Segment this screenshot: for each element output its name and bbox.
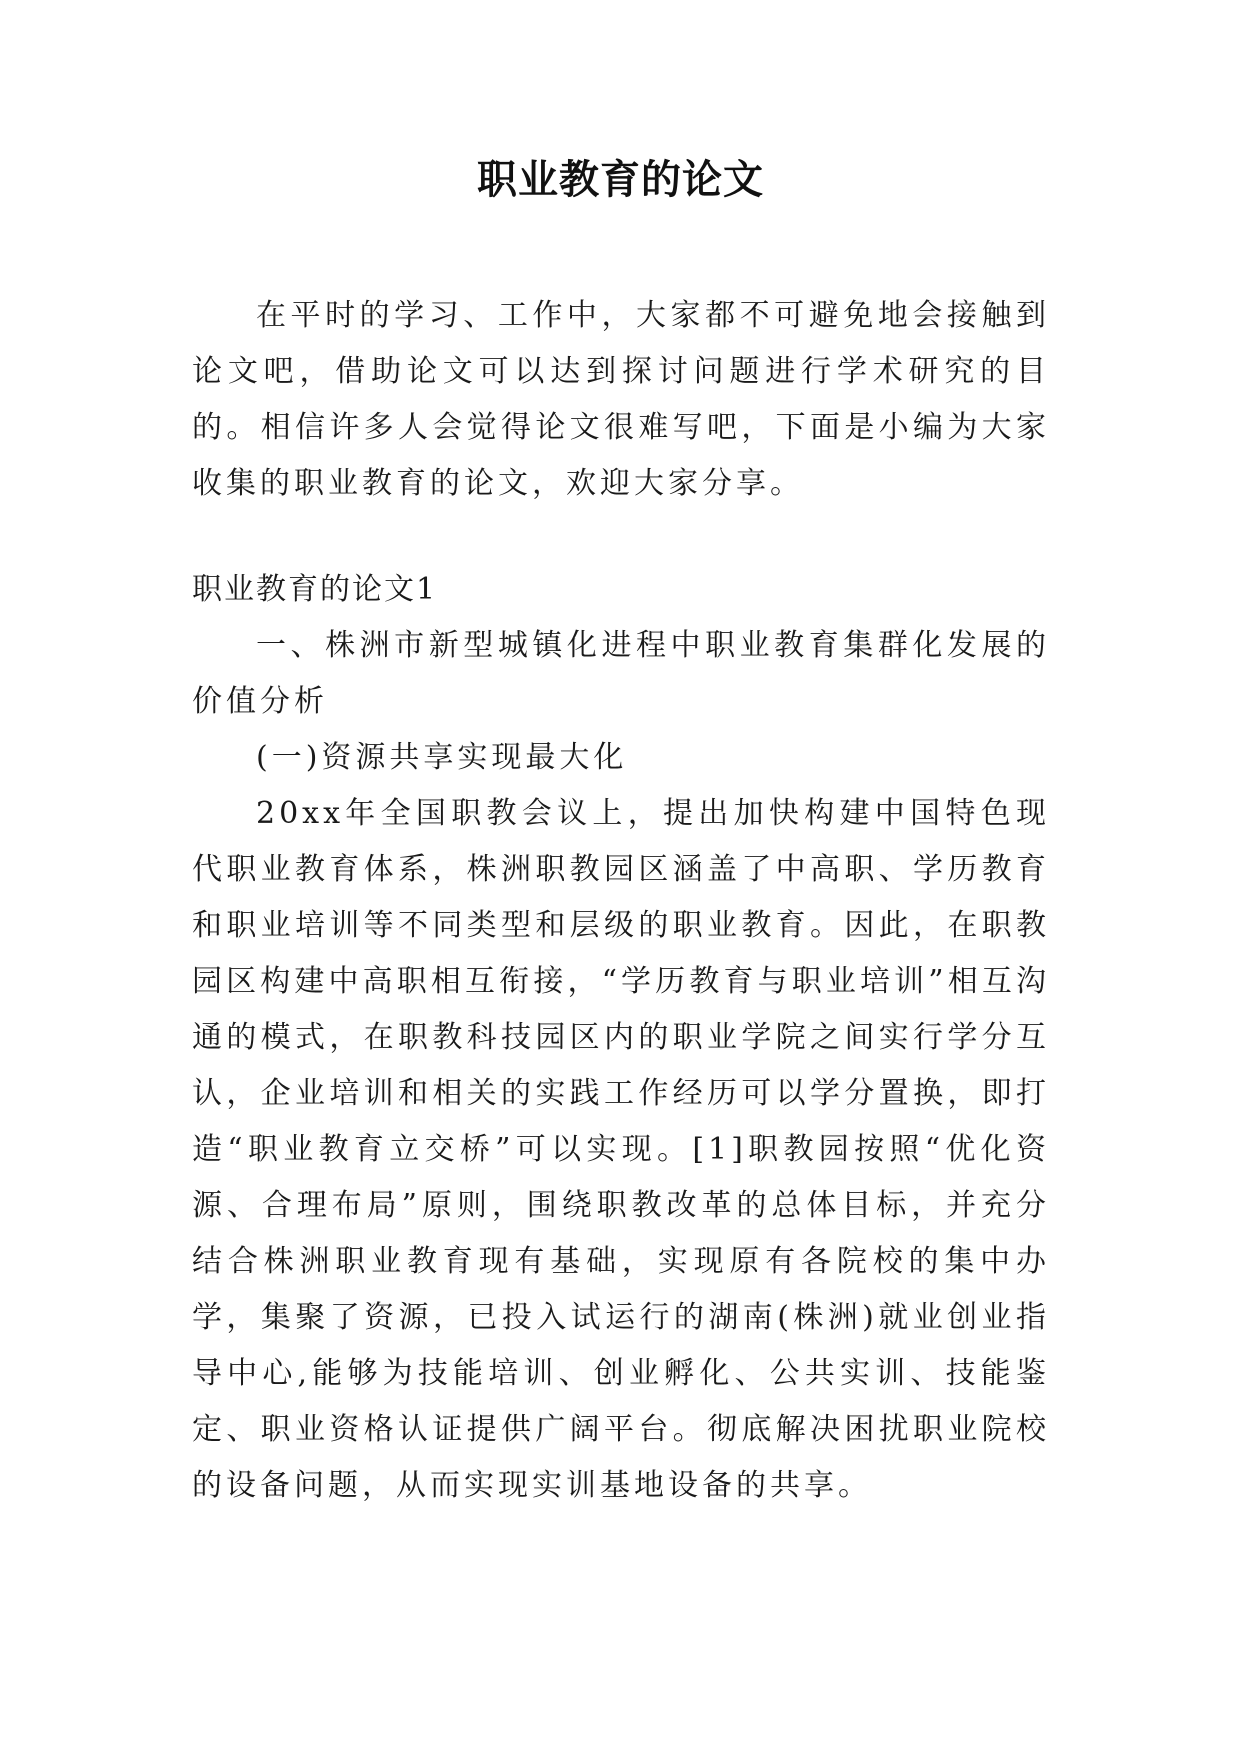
document-title: 职业教育的论文	[477, 157, 764, 203]
section-title: 职业教育的论文1	[192, 572, 438, 607]
heading-1: 一、株洲市新型城镇化进程中职业教育集群化发展的价值分析	[192, 628, 1050, 719]
intro-paragraph: 在平时的学习、工作中，大家都不可避免地会接触到论文吧，借助论文可以达到探讨问题进行学术研究的目的。相信许多人会觉得论文很难写吧，下面是小编为大家收集的职业教育的论文，欢迎大家分享。	[192, 298, 1050, 501]
document-body	[192, 288, 1050, 1514]
body-paragraph-1: 20xx年全国职教会议上，提出加快构建中国特色现代职业教育体系，株洲职教园区涵盖了中高职、学历教育和职业培训等不同类型和层级的职业教育。因此，在职教园区构建中高职相互衔接，“学历教育与职业培训”相互沟通的模式，在职教科技园区内的职业学院之间实行学分互认，企业培训和相关的实践工作经历可以学分置换，即打造“职业教育立交桥”可以实现。[1]职教园按照“优化资源、合理布局”原则，围绕职教改革的总体目标，并充分结合株洲职业教育现有基础，实现原有各院校的集中办学，集聚了资源，已投入试运行的湖南(株洲)就业创业指导中心,能够为技能培训、创业孵化、公共实训、技能鉴定、职业资格认证提供广阔平台。彻底解决困扰职业院校的设备问题，从而实现实训基地设备的共享。	[192, 796, 1050, 1503]
paragraph-spacer	[192, 512, 1050, 562]
subheading-1: (一)资源共享实现最大化	[256, 740, 628, 775]
